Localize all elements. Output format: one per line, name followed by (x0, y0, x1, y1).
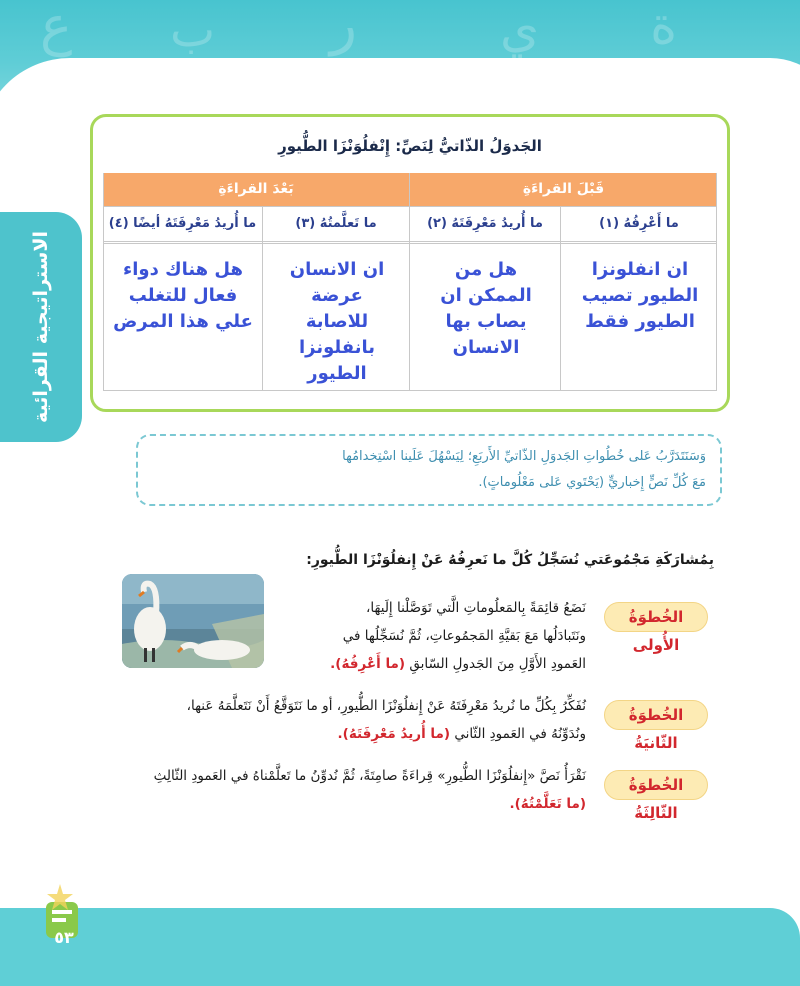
side-tab-label: الاستراتيجية القرائية (30, 231, 52, 423)
step-1-line-2: ونَتَبادَلُها مَعَ بَقيَّةِ المَجمُوعاتِ، ثُمَّ نُسَجِّلُها في (342, 628, 586, 644)
table-title: الجَدوَلُ الذّاتيُّ لِنَصِّ: إِنْفلُوَنْزَا الطُّيورِ (278, 137, 542, 155)
top-decorative-band (0, 0, 800, 104)
step-1-line-1: نَضَعُ قائِمَةً بِالمَعلُوماتِ الَّتي تَوَصَّلْنا إِلَيهَا، (366, 600, 586, 616)
step-1-highlight: (ما أَعْرِفُهُ). (330, 656, 406, 672)
kwl-table (103, 173, 717, 391)
swan-photo (122, 574, 264, 668)
column-header-know: (١) ما أَعْرِفُهُ (561, 206, 717, 241)
answer-know: ان انفلونزا الطيور تصيب الطيور فقط (581, 259, 699, 332)
answer-learned: ان الانسان عرضة للاصابة بانفلونزا الطيور (289, 259, 385, 384)
step-3-badge: الخُطوَةُ الثّالِثَةُ (604, 770, 708, 800)
decorative-letter: ع (40, 0, 73, 57)
column-header-want-more: (٤) ما أُريدُ مَعْرِفَتَهُ أيضًا (103, 206, 262, 241)
note-line-1: وَسَنَتَدَرَّبُ عَلى خُطُواتِ الجَدوَلِ الذّاتيِّ الأَربَعِ؛ لِيَسْهُلَ عَلَينا اسْتِخدامُها (342, 449, 706, 464)
decorative-letter: ر (330, 0, 358, 57)
step-3-line-2 (26, 790, 586, 818)
decorative-letter: ي (500, 0, 540, 58)
page-number: ٥٣ (54, 928, 74, 947)
self-table-panel (90, 114, 730, 412)
answer-want-more: هل هناك دواء فعال للتغلب علي هذا المرض (113, 259, 253, 332)
step-1-text (266, 594, 586, 678)
side-section-tab (0, 212, 82, 442)
step-3-line-1: نَقْرَأُ نَصَّ «إِنفلُوَنْزَا الطُّيورِ» قِراءَةً صامِتَةً، ثُمَّ نُدوِّنُ ما تَعلَّمْناهُ في العَمودِ الثّالِثِ (153, 768, 586, 784)
column-header-learned: (٣) ما تَعلَّمتُهُ (263, 206, 409, 241)
after-reading-header: بَعْدَ القراءَةِ (103, 173, 409, 206)
column-header-want: (٢) ما أُريدُ مَعْرِفَتَهُ (410, 206, 560, 241)
swans-image (122, 574, 264, 668)
step-2-line-1: نُفَكِّرُ بِكُلِّ ما نُريدُ مَعْرِفَتَهُ عَنْ إِنفلُوَنْزَا الطُّيورِ، أو ما نَتَوَقَّعُ أَنْ نَتَعلَّمَهُ عَنها، (186, 698, 586, 714)
step-2-badge: الخُطوَةُ الثّانيَةُ (604, 700, 708, 730)
instruction-note (136, 434, 722, 506)
step-3-text (26, 762, 586, 818)
group-intro-text: بِمُشارَكَةِ مَجْمُوعَتي نُسَجِّلُ كُلَّ ما نَعرِفُهُ عَنْ إِنفلُوَنْزَا الطُّيورِ: (306, 552, 714, 568)
step-1-line-3-text: العَمودِ الأَوَّلِ مِنَ الجَدولِ السّابقِ (409, 656, 586, 672)
step-1-badge: الخُطوَةُ الأُولى (604, 602, 708, 632)
bottom-decorative-band (0, 908, 800, 986)
decorative-letter: ة (650, 0, 678, 56)
step-2-line-2 (26, 720, 586, 748)
note-line-2: مَعَ كُلِّ نَصٍّ إِخباريٍّ (يَحْتَوي عَلى مَعْلُوماتٍ). (478, 475, 706, 490)
step-2-text (26, 692, 586, 748)
step-1-line-3 (266, 650, 586, 678)
decorative-letter: ب (170, 2, 216, 58)
answer-want: هل من الممكن ان يصاب بها الانسان (440, 259, 532, 358)
step-2-highlight: (ما أُريدُ مَعْرِفَتَهُ). (337, 726, 451, 742)
step-3-highlight: (ما تَعَلَّمْتُهُ). (509, 796, 586, 812)
before-reading-header: قَبْلَ القراءَةِ (410, 173, 717, 206)
step-2-line-2-text: ونُدَوِّنُهُ في العَمودِ الثّاني (454, 726, 586, 742)
